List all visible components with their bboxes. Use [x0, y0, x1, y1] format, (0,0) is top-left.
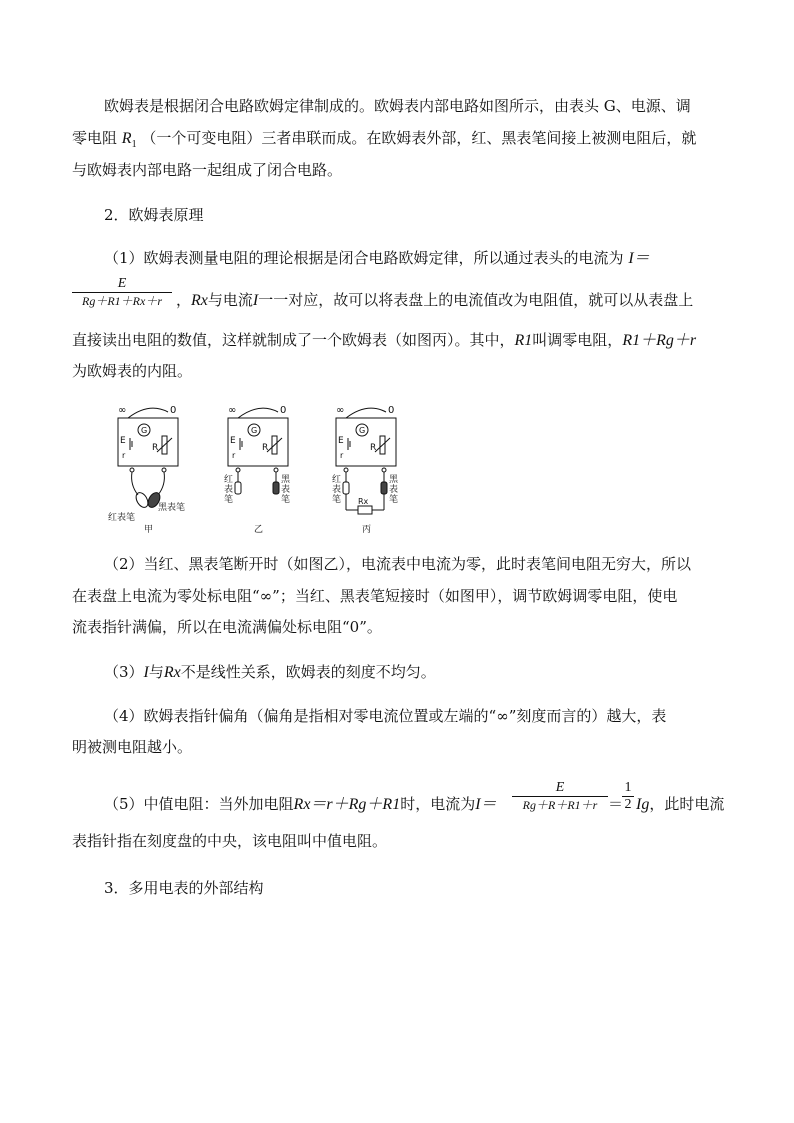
zero-label: 0 [280, 405, 287, 416]
fraction-mid-current [512, 780, 608, 813]
symbol-r1: R1 [514, 332, 533, 349]
rheostat-r: R [152, 443, 159, 453]
meter-g: G [251, 426, 258, 435]
battery-e: E [120, 436, 126, 446]
para2-line2: ，Rx与电流I一一对应，故可以将表盘上的电流值改为电阻值，就可以从表盘上 [176, 291, 694, 309]
svg-text:表: 表 [332, 485, 342, 495]
circuit-yi [224, 405, 291, 535]
svg-text:黑: 黑 [389, 475, 399, 485]
para1-line1: 欧姆表是根据闭合电路欧姆定律制成的。欧姆表内部电路如图所示，由表头 G、电源、调 [104, 97, 691, 115]
svg-text:红: 红 [332, 475, 342, 485]
svg-text:笔: 笔 [224, 495, 234, 505]
text: 零电阻 [72, 129, 118, 147]
para1-line2 [72, 128, 696, 155]
rheostat-r: R [262, 443, 269, 453]
symbol-rx: Rx [191, 292, 208, 309]
figure-label-yi: 乙 [254, 525, 264, 535]
para6-line2: 表指针指在刻度盘的中央，该电阻叫中值电阻。 [72, 832, 388, 850]
rx-label: Rx [358, 497, 369, 506]
fraction-half: 1 2 [622, 780, 634, 813]
svg-text:笔: 笔 [281, 495, 291, 505]
infinity-label: ∞ [118, 405, 127, 416]
figure-label-bing: 丙 [362, 525, 372, 535]
internal-resistance-expr: R1＋Rg＋r [622, 332, 697, 349]
para3-line1: （2）当红、黑表笔断开时（如图乙），电流表中电流为零，此时表笔间电阻无穷大，所以 [104, 555, 692, 573]
circuit-jia [108, 405, 185, 535]
para6-line1-a: （5）中值电阻：当外加电阻Rx＝r＋Rg＋R1时，电流为I＝ [104, 795, 497, 813]
text: （一个可变电阻）三者串联而成。在欧姆表外部，红、黑表笔间接上被测电阻后，就 [141, 129, 697, 147]
internal-r: r [232, 451, 236, 460]
para3-line2: 在表盘上电流为零处标电阻“∞”；当红、黑表笔短接时（如图甲），调节欧姆调零电阻，使电 [72, 587, 678, 605]
para3-line3: 流表指针满偏，所以在电流满偏处标电阻“0”。 [72, 618, 382, 636]
svg-text:笔: 笔 [389, 495, 399, 505]
infinity-label: ∞ [336, 405, 345, 416]
svg-text:红: 红 [224, 475, 234, 485]
para5-line2: 明被测电阻越小。 [72, 738, 193, 756]
zero-label: 0 [170, 405, 177, 416]
svg-text:表: 表 [281, 485, 291, 495]
para5-line1: （4）欧姆表指针偏角（偏角是指相对零电流位置或左端的“∞”刻度而言的）越大，表 [104, 707, 667, 725]
svg-text:表: 表 [389, 485, 399, 495]
svg-text:黑: 黑 [281, 475, 291, 485]
heading-external-structure: 3．多用电表的外部结构 [104, 879, 264, 897]
meter-g: G [359, 426, 366, 435]
red-probe-label: 红表笔 [108, 513, 136, 523]
fraction-numerator: E [555, 780, 565, 795]
internal-r: r [122, 451, 126, 460]
para6-eq-sign: ＝ [608, 795, 624, 813]
fraction-denominator: Rg＋R1＋Rx＋r [82, 294, 162, 308]
battery-e: E [338, 436, 344, 446]
para2-line1 [104, 248, 650, 269]
battery-e: E [230, 436, 236, 446]
symbol-r1: $R_1$ [121, 130, 137, 151]
circuit-bing [332, 405, 399, 535]
heading-ohmmeter-principle: 2．欧姆表原理 [104, 206, 204, 224]
meter-g: G [141, 426, 148, 435]
black-probe-label: 黑表笔 [158, 503, 186, 513]
para1-line3: 与欧姆表内部电路一起组成了闭合电路。 [72, 161, 343, 179]
svg-text:表: 表 [224, 485, 234, 495]
internal-r: r [340, 451, 344, 460]
infinity-label: ∞ [228, 405, 237, 416]
symbol-ig: Ig [636, 796, 650, 813]
text: （1）欧姆表测量电阻的理论根据是闭合电路欧姆定律，所以通过表头的电流为 [104, 249, 624, 267]
fraction-denominator: Rg＋R＋R1＋r [522, 798, 598, 812]
para6-line1-b: Ig，此时电流 [636, 795, 725, 813]
para2-line4: 为欧姆表的内阻。 [72, 362, 193, 380]
svg-text:笔: 笔 [332, 495, 342, 505]
fraction-numerator: E [117, 276, 127, 291]
current-symbol: I＝ [628, 250, 650, 267]
rx-expression: Rx＝r＋Rg＋R1 [293, 796, 401, 813]
zero-label: 0 [388, 405, 395, 416]
para4: （3）I与Rx不是线性关系，欧姆表的刻度不均匀。 [104, 663, 436, 681]
fraction-current [72, 276, 172, 309]
rheostat-r: R [370, 443, 377, 453]
circuit-figures [104, 400, 404, 535]
symbol-i: I [252, 292, 259, 309]
figure-label-jia: 甲 [144, 525, 154, 535]
para2-line3: 直接读出电阻的数值，这样就制成了一个欧姆表（如图丙）。其中，R1叫调零电阻，R1＋Rg＋r [72, 331, 697, 349]
